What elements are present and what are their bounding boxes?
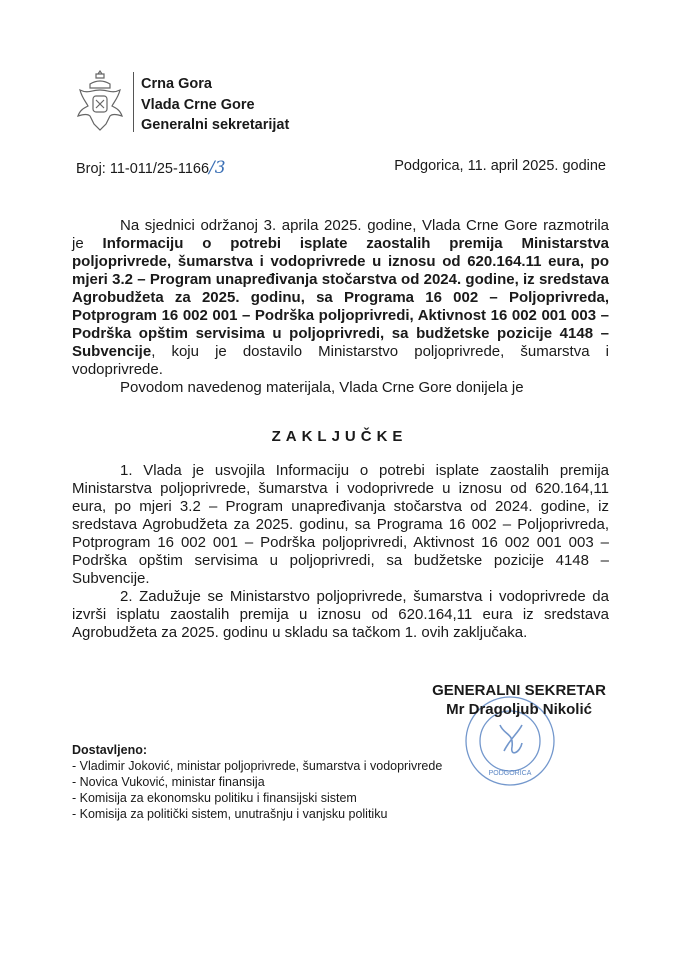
distribution-list — [72, 742, 442, 822]
conclusions-list — [72, 462, 609, 642]
intro-text-b: , koju je dostavilo Ministarstvo poljoprivrede, šumarstva i vodoprivrede. — [72, 343, 609, 378]
intro-text-a: Na sjednici održanoj 3. aprila 2025. godine, Vlada Crne Gore razmotrila je — [72, 217, 609, 252]
signature-block — [432, 681, 606, 719]
distribution-item: - Novica Vuković, ministar finansija — [72, 775, 265, 789]
signatory-title: GENERALNI SEKRETAR — [432, 682, 606, 699]
reference-number-text: Broj: 11-011/25-1166 — [76, 161, 210, 177]
intro-text-bold: Informaciju o potrebi isplate zaostalih premija Ministarstva poljoprivrede, šumarstva i vodoprivrede u iznosu od 620.164.11 eura, po mjeri 3.2 – Program unapređivanja stočarstva od 2024. godine, iz sredstava Agrobudžeta za 2025. godinu, sa Programa 16 002 – Poljoprivreda, Potprogram 16 002 001 – Podrška poljoprivredi, Aktivnost 16 002 001 003 – Podrška opštim servisima u poljoprivredi, sa budžetske pozicije 4148 – Subvencije — [72, 235, 610, 360]
header-divider — [133, 72, 134, 132]
conclusion-item: 1. Vlada je usvojila Informaciju o potrebi isplate zaostalih premija Ministarstva poljoprivrede, šumarstva i vodoprivrede u iznosu od 620.164,11 eura, po mjeri 3.2 – Program unapređivanja stočarstva od 2024. godine, iz sredstava Agrobudžeta za 2025. godinu, sa Programa 16 002 – Poljoprivreda, Potprogram 16 002 001 – Podrška poljoprivredi, Aktivnost 16 002 001 003 – Podrška opštim servisima u poljoprivredi, sa budžetske pozicije 4148 – Subvencije. — [72, 462, 609, 587]
intro-text — [72, 217, 609, 397]
reference-number — [76, 158, 226, 178]
conclusions-title: ZAKLJUČKE — [271, 428, 408, 445]
coat-of-arms-emblem — [76, 70, 124, 134]
institution-header — [141, 74, 289, 136]
reference-handwritten: /3 — [209, 158, 226, 178]
signatory-name: Mr Dragoljub Nikolić — [446, 701, 592, 718]
distribution-item: - Komisija za politički sistem, unutrašnju i vanjsku politiku — [72, 807, 388, 821]
place-date: Podgorica, 11. april 2025. godine — [394, 158, 606, 174]
stamp-city: PODGORICA — [488, 770, 532, 777]
header-country: Crna Gora — [141, 76, 212, 92]
header-government: Vlada Crne Gore — [141, 96, 255, 113]
intro-paragraph-2: Povodom navedenog materijala, Vlada Crne Gore donijela je — [120, 379, 524, 396]
conclusion-item: 2. Zadužuje se Ministarstvo poljoprivrede, šumarstva i vodoprivrede da izvrši isplatu zaostalih premija u iznosu od 620.164,11 eura iz sredstava Agrobudžeta za 2025. godinu u skladu sa tačkom 1. ovih zaključaka. — [72, 588, 609, 641]
distribution-item: - Komisija za ekonomsku politiku i finansijski sistem — [72, 791, 357, 805]
header-secretariat: Generalni sekretarijat — [141, 117, 290, 133]
intro-paragraph — [72, 217, 609, 379]
distribution-label: Dostavljeno: — [72, 743, 148, 757]
distribution-item: - Vladimir Joković, ministar poljoprivrede, šumarstva i vodoprivrede — [72, 759, 443, 773]
